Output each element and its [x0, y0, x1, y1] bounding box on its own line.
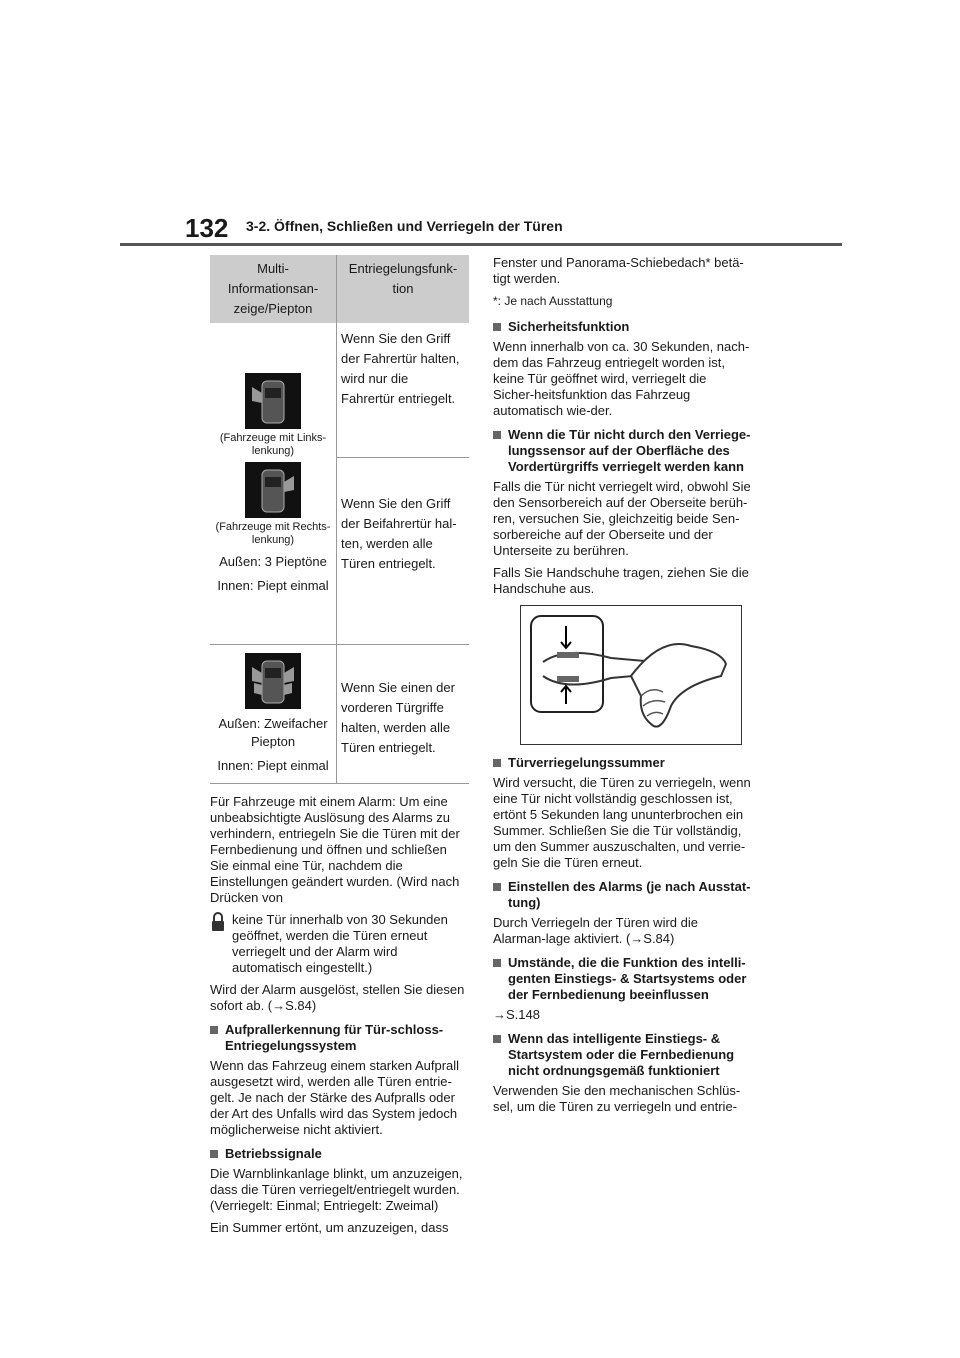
footnote: *: Je nach Ausstattung [493, 294, 613, 308]
bullet-square-icon [493, 323, 501, 331]
right-column [493, 255, 751, 1121]
unlock-function-table [210, 255, 469, 784]
security-text: Wenn innerhalb von ca. 30 Sekunden, nach-dem das Fahrzeug entriegelt worden ist, keine Tür geöffnet wird, verriegelt die Sicher-heitsfunktion das Fahrzeug automatisch wie-der. [493, 339, 750, 418]
all-doors-display-image [245, 653, 301, 709]
bullet-square-icon [493, 883, 501, 891]
factors-heading: Umstände, die die Funktion des intelli-genten Einstiegs- & Startsystems oder der Fernbedienung beeinflussen [493, 955, 751, 1003]
table-row [210, 323, 469, 458]
outside-beep-label: Außen: 3 Pieptöne [219, 553, 327, 569]
bullet-square-icon [493, 959, 501, 967]
driver-door-function: Wenn Sie den Griff der Fahrertür halten, wird nur die Fahrertür entriegelt. [337, 323, 470, 458]
inside-beep-label: Innen: Piept einmal [217, 758, 329, 773]
rhd-door-display-image [245, 462, 301, 518]
lock-icon [210, 912, 226, 932]
sensor-heading: Wenn die Tür nicht durch den Verriege-lungssensor auf der Oberfläche des Vordertürgriffs verriegelt werden kann [493, 427, 751, 475]
malfunction-text: Verwenden Sie den mechanischen Schlüs-sel, um die Türen zu verriegeln und entrie- [493, 1083, 741, 1114]
security-heading: Sicherheitsfunktion [493, 319, 751, 335]
table-header-function: Entriegelungsfunk-tion [337, 255, 470, 323]
hand-on-handle-icon [521, 606, 741, 744]
lhd-door-display-image [245, 373, 301, 429]
sensor-text: Falls die Tür nicht verriegelt wird, obwohl Sie den Sensorbereich auf der Oberseite berüh-ren, versuchen Sie, gleichzeitig beide Sen-sorbereiche auf der Oberseite und der Unterseite zu berühren. [493, 479, 751, 558]
buzzer-text: Wird versucht, die Türen zu verriegeln, wenn eine Tür nicht vollständig geschlossen ist, ertönt 5 Sekunden lang ununterbrochen ein Summer. Schließen Sie die Tür vollständig, um den Summer auszuschalten, und verrie-geln Sie die Türen erneut. [493, 775, 751, 870]
impact-heading: Aufprallerkennung für Tür-schloss-Entriegelungssystem [210, 1022, 469, 1054]
bullet-square-icon [493, 431, 501, 439]
section-title: 3-2. Öffnen, Schließen und Verriegeln der Türen [246, 218, 563, 234]
alarm-stop-note: Wird der Alarm ausgelöst, stellen Sie diesen sofort ab. (→S.84) [210, 982, 465, 1013]
signals-text-2: Ein Summer ertönt, um anzuzeigen, dass [210, 1220, 449, 1235]
bullet-square-icon [493, 1035, 501, 1043]
alarm-text: Durch Verriegeln der Türen wird die Alarman-lage aktiviert. (→S.84) [493, 915, 698, 946]
malfunction-heading: Wenn das intelligente Einstiegs- & Startsystem oder die Fernbedienung nicht ordnungsgemäß funktioniert [493, 1031, 751, 1079]
bullet-square-icon [210, 1150, 218, 1158]
signals-text: Die Warnblinkanlage blinkt, um anzuzeigen, dass die Türen verriegelt/entriegelt wurden. (Verriegelt: Einmal; Entriegelt: Zweimal) [210, 1166, 463, 1213]
inside-beep-label: Innen: Piept einmal [217, 577, 329, 593]
bullet-square-icon [210, 1026, 218, 1034]
gloves-text: Falls Sie Handschuhe tragen, ziehen Sie die Handschuhe aus. [493, 565, 749, 596]
alarm-note-continued: keine Tür innerhalb von 30 Sekunden geöffnet, werden die Türen erneut verriegelt und der Alarm wird automatisch eingestellt.) [232, 912, 448, 975]
rhd-caption: (Fahrzeuge mit Rechts-lenkung) [215, 520, 331, 546]
table-row [210, 645, 469, 784]
passenger-door-function: Wenn Sie den Griff der Beifahrertür hal-ten, werden alle Türen entriegelt. [337, 458, 470, 645]
buzzer-heading: Türverriegelungssummer [493, 755, 751, 771]
lhd-caption: (Fahrzeuge mit Links-lenkung) [219, 431, 327, 457]
alarm-heading: Einstellen des Alarms (je nach Ausstat-tung) [493, 879, 751, 911]
factors-text: →S.148 [493, 1007, 540, 1022]
page-number: 132 [185, 213, 229, 243]
left-column [210, 255, 469, 1242]
header-rule [120, 243, 842, 246]
signals-heading: Betriebssignale [210, 1146, 469, 1162]
alarm-note: Für Fahrzeuge mit einem Alarm: Um eine unbeabsichtigte Auslösung des Alarms zu verhindern, entriegeln Sie die Türen mit der Fernbedienung und öffnen und schließen Sie einmal eine Tür, nachdem die Einstellungen geändert wurden. (Wird nach Drücken von [210, 794, 460, 905]
continued-text: Fenster und Panorama-Schiebedach* betä-tigt werden. [493, 255, 744, 286]
door-handle-illustration [520, 605, 742, 745]
outside-beep-label: Außen: Zweifacher Piepton [218, 716, 328, 749]
impact-text: Wenn das Fahrzeug einem starken Aufprall ausgesetzt wird, werden alle Türen entrie-gelt. Je nach der Stärke des Aufpralls oder der Art des Unfalls wird das System jedoch möglicherweise nicht aktiviert. [210, 1058, 460, 1137]
table-header-display: Multi-Informationsan-zeige/Piepton [210, 255, 337, 323]
front-doors-function: Wenn Sie einen der vorderen Türgriffe halten, werden alle Türen entriegelt. [337, 645, 470, 784]
bullet-square-icon [493, 759, 501, 767]
